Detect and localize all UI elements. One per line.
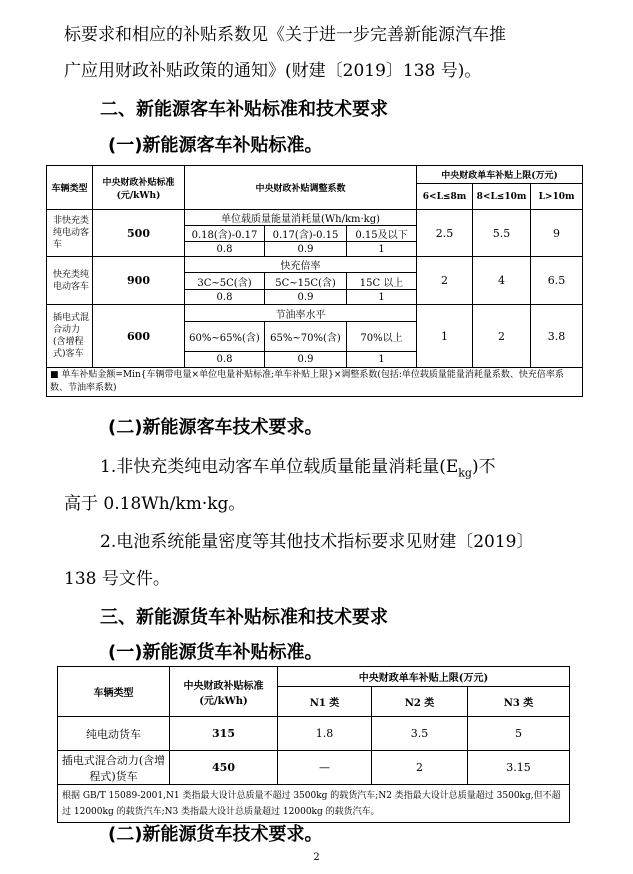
- req2-line-2: 138 号文件。: [64, 569, 170, 589]
- req1-line-2: 高于 0.18Wh/km·kg。: [64, 494, 246, 514]
- row1-standard: 500: [93, 210, 185, 257]
- truck-row2-standard: 450: [170, 751, 278, 785]
- header-standard: 中央财政补贴标准(元/kWh): [93, 166, 185, 210]
- row1-range-3: 0.15及以下: [347, 226, 417, 242]
- row3-type: 插电式混合动力(含增程式)客车: [47, 305, 93, 368]
- row3-factor-1: 0.8: [185, 352, 265, 368]
- section-3-sub1-heading: (一)新能源货车补贴标准。: [108, 642, 323, 663]
- truck-row1-type: 纯电动货车: [58, 717, 170, 751]
- row1-factor-3: 1: [347, 242, 417, 257]
- req1-subscript: kg: [458, 466, 472, 480]
- row2-range-3: 15C 以上: [347, 273, 417, 290]
- row2-range-1: 3C~5C(含): [185, 273, 265, 290]
- row3-factor-3: 1: [347, 352, 417, 368]
- bus-subsidy-table: [46, 165, 583, 397]
- row2-cap-2: 4: [473, 257, 531, 305]
- section-3-heading: 三、新能源货车补贴标准和技术要求: [100, 607, 388, 628]
- row3-range-3: 70%以上: [347, 322, 417, 352]
- row3-standard: 600: [93, 305, 185, 368]
- row3-cap-2: 2: [473, 305, 531, 368]
- truck-row1-cap-n3: 5: [468, 717, 570, 751]
- row2-type: 快充类纯电动客车: [47, 257, 93, 305]
- row1-range-2: 0.17(含)-0.15: [265, 226, 347, 242]
- truck-header-vehicle-type: 车辆类型: [58, 667, 170, 717]
- truck-header-n2: N2 类: [372, 687, 468, 717]
- row3-coef-title: 节油率水平: [185, 305, 417, 322]
- truck-table-note: 根据 GB/T 15089-2001,N1 类指最大设计总质量不超过 3500kg 的载货汽车;N2 类指最大设计总质量超过 3500kg,但不超过 12000kg 的载货汽车;N3 类指最大设计总质量超过 12000kg 的载货汽车。: [58, 785, 570, 823]
- row3-range-2: 65%~70%(含): [265, 322, 347, 352]
- section-2-sub2-heading: (二)新能源客车技术要求。: [108, 417, 323, 438]
- truck-row2-cap-n2: 2: [372, 751, 468, 785]
- row1-coef-title: 单位载质量能量消耗量(Wh/km·kg): [185, 210, 417, 226]
- row2-coef-title: 快充倍率: [185, 257, 417, 273]
- truck-header-n3: N3 类: [468, 687, 570, 717]
- intro-line-2: 广应用财政补贴政策的通知》(财建〔2019〕138 号)。: [64, 61, 482, 81]
- row2-range-2: 5C~15C(含): [265, 273, 347, 290]
- req2-line-1: 2.电池系统能量密度等其他技术指标要求见财建〔2019〕: [100, 532, 534, 552]
- section-2-heading: 二、新能源客车补贴标准和技术要求: [100, 99, 388, 120]
- truck-header-n1: N1 类: [278, 687, 372, 717]
- section-3-sub2-heading: (二)新能源货车技术要求。: [108, 824, 323, 845]
- header-coef: 中央财政补贴调整系数: [185, 166, 417, 210]
- row3-cap-1: 1: [417, 305, 473, 368]
- row1-factor-1: 0.8: [185, 242, 265, 257]
- page-number: 2: [313, 852, 320, 863]
- req1-text-a: 1.非快充类纯电动客车单位载质量能量消耗量(E: [100, 457, 459, 477]
- row3-range-1: 60%~65%(含): [185, 322, 265, 352]
- row1-type: 非快充类纯电动客车: [47, 210, 93, 257]
- truck-row2-type: 插电式混合动力(含增程式)货车: [58, 751, 170, 785]
- truck-subsidy-table: [57, 666, 570, 823]
- truck-row1-standard: 315: [170, 717, 278, 751]
- row1-factor-2: 0.9: [265, 242, 347, 257]
- req1-text-b: )不: [471, 457, 496, 477]
- row2-standard: 900: [93, 257, 185, 305]
- intro-line-1: 标要求和相应的补贴系数见《关于进一步完善新能源汽车推: [64, 25, 506, 45]
- row1-range-1: 0.18(含)-0.17: [185, 226, 265, 242]
- section-2-sub1-heading: (一)新能源客车补贴标准。: [108, 135, 323, 156]
- row1-cap-3: 9: [531, 210, 583, 257]
- truck-row1-cap-n2: 3.5: [372, 717, 468, 751]
- row2-factor-2: 0.9: [265, 290, 347, 305]
- header-cap-1: 6<L≤8m: [417, 184, 473, 210]
- header-cap-2: 8<L≤10m: [473, 184, 531, 210]
- row1-cap-1: 2.5: [417, 210, 473, 257]
- row3-factor-2: 0.9: [265, 352, 347, 368]
- truck-row2-cap-n3: 3.15: [468, 751, 570, 785]
- header-cap-3: L>10m: [531, 184, 583, 210]
- truck-row2-cap-n1: —: [278, 751, 372, 785]
- truck-row1-cap-n1: 1.8: [278, 717, 372, 751]
- row2-factor-1: 0.8: [185, 290, 265, 305]
- truck-header-cap: 中央财政单车补贴上限(万元): [278, 667, 570, 687]
- header-cap: 中央财政单车补贴上限(万元): [417, 166, 583, 184]
- row3-cap-3: 3.8: [531, 305, 583, 368]
- header-vehicle-type: 车辆类型: [47, 166, 93, 210]
- row1-cap-2: 5.5: [473, 210, 531, 257]
- bus-table-note: ■ 单车补贴金额=Min{车辆带电量×单位电量补贴标准;单车补贴上限}×调整系数(包括:单位载质量能量消耗量系数、快充倍率系数、节油率系数): [47, 368, 583, 397]
- row2-factor-3: 1: [347, 290, 417, 305]
- req1-line-1: [100, 452, 496, 479]
- truck-header-standard: 中央财政补贴标准(元/kWh): [170, 667, 278, 717]
- row2-cap-1: 2: [417, 257, 473, 305]
- row2-cap-3: 6.5: [531, 257, 583, 305]
